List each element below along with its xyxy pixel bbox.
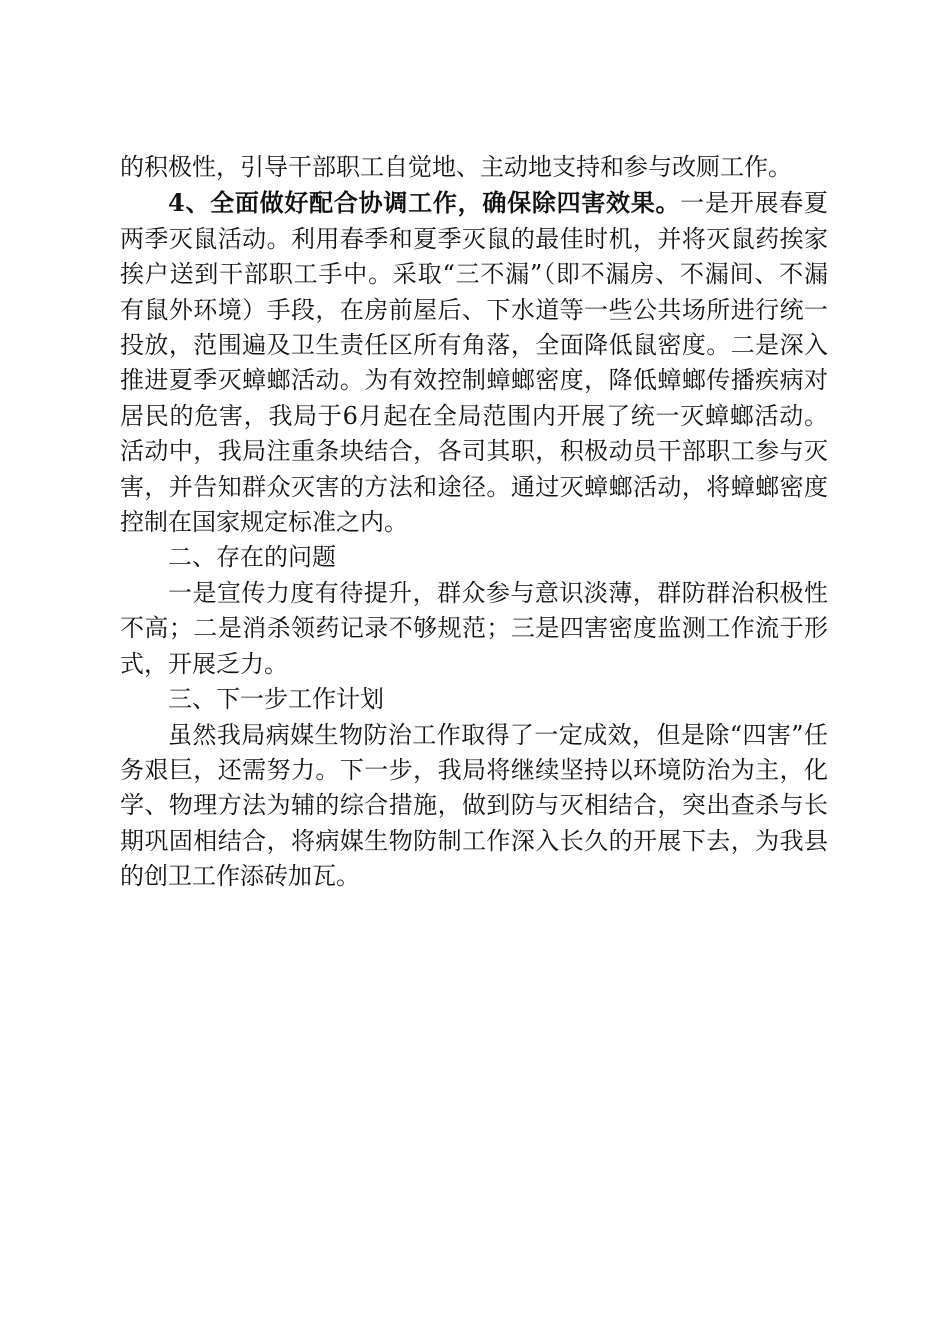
paragraph-lead: 4、全面做好配合协调工作，确保除四害效果。: [168, 188, 681, 218]
paragraph-next-plan: [120, 718, 828, 895]
paragraph-text: 一是宣传力度有待提升，群众参与意识淡薄，群防群治积极性不高；二是消杀领药记录不够规范；三是四害密度监测工作流于形式，开展乏力。: [120, 578, 828, 678]
paragraph-text: 一是开展春夏两季灭鼠活动。利用春季和夏季灭鼠的最佳时机，并将灭鼠药挨家挨户送到干部职工手中。采取“三不漏”（即不漏房、不漏间、不漏有鼠外环境）手段，在房前屋后、下水道等一些公共场所进行统一投放，范围遍及卫生责任区所有角落，全面降低鼠密度。二是深入推进夏季灭蟑螂活动。为有效控制蟑螂密度，降低蟑螂传播疾病对居民的危害，我局于6月起在全局范围内开展了统一灭蟑螂活动。活动中，我局注重条块结合，各司其职，积极动员干部职工参与灭害，并告知群众灭害的方法和途径。通过灭蟑螂活动，将蟑螂密度控制在国家规定标准之内。: [120, 189, 829, 537]
paragraph-pest-control: [120, 185, 828, 540]
paragraph-text: 虽然我局病媒生物防治工作取得了一定成效，但是除“四害”任务艰巨，还需努力。下一步，我局将继续坚持以环境防治为主，化学、物理方法为辅的综合措施，做到防与灭相结合，突出查杀与长期巩固相结合，将病媒生物防制工作深入长久的开展下去，为我县的创卫工作添砖加瓦。: [120, 720, 828, 891]
paragraph-continuation: [120, 150, 828, 185]
paragraph-problems: [120, 576, 828, 682]
section-heading-next-plan: 三、下一步工作计划: [168, 685, 384, 714]
section-heading-problems: 二、存在的问题: [168, 543, 336, 572]
paragraph-text: 的积极性，引导干部职工自觉地、主动地支持和参与改厕工作。: [120, 153, 792, 181]
document-body: [120, 150, 828, 895]
